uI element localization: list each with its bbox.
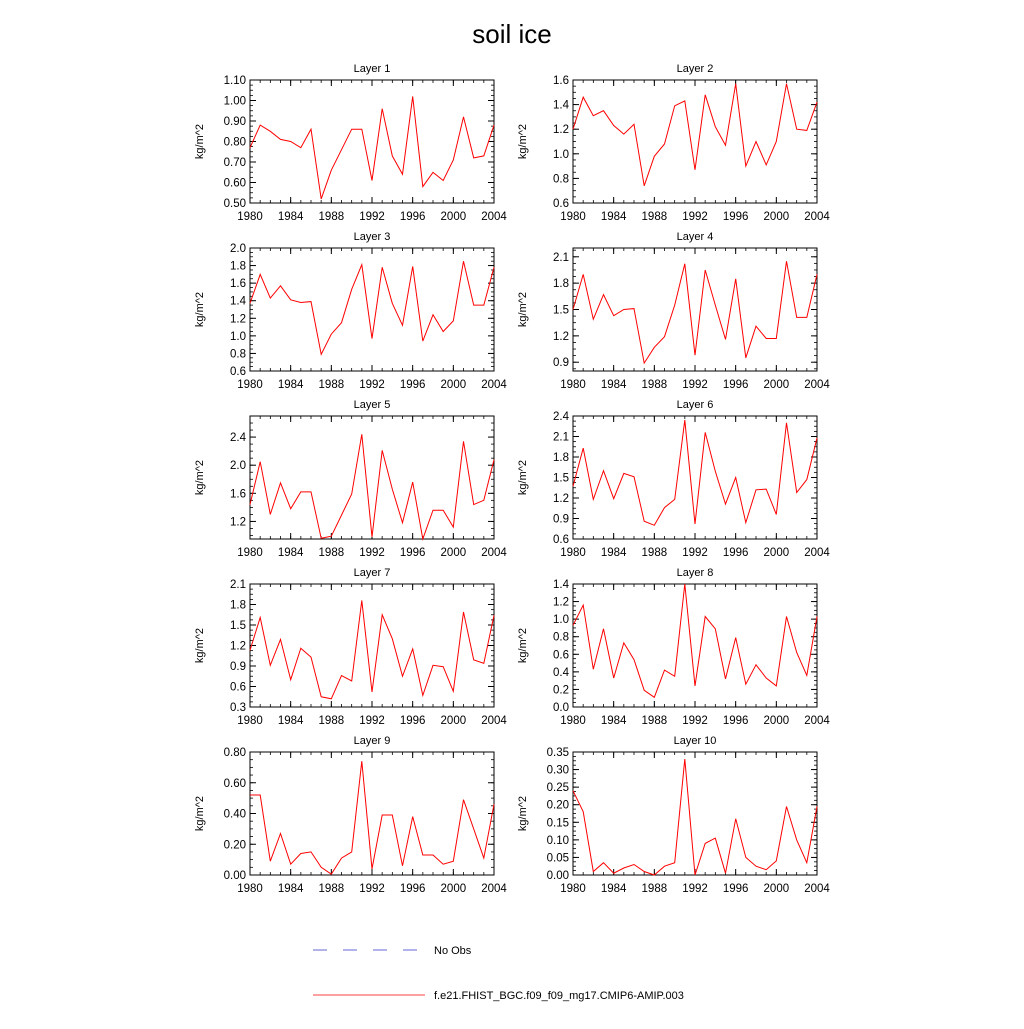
panel-layer-4: [517, 231, 830, 391]
x-tick-label: 1992: [359, 379, 385, 391]
y-tick-label: 1.0: [230, 330, 246, 343]
panel-title: Layer 8: [676, 567, 714, 579]
x-tick-label: 2000: [763, 547, 790, 559]
x-tick-label: 1980: [237, 715, 263, 727]
x-tick-label: 1988: [318, 379, 345, 391]
y-tick-label: 0.9: [553, 513, 569, 526]
series-line: [250, 434, 494, 539]
panel-title: Layer 3: [353, 231, 391, 243]
y-tick-label: 2.1: [230, 579, 246, 591]
y-tick-label: 2.4: [553, 411, 569, 423]
x-tick-label: 1980: [237, 379, 263, 391]
x-tick-label: 1980: [560, 211, 586, 223]
y-tick-label: 1.4: [553, 579, 569, 591]
legend-label-model-run: f.e21.FHIST_BGC.f09_f09_mg17.CMIP6-AMIP.003: [434, 990, 684, 1002]
x-tick-label: 1992: [682, 379, 708, 391]
y-tick-label: 2.0: [230, 243, 246, 255]
x-tick-label: 1992: [682, 547, 708, 559]
x-tick-label: 1988: [641, 547, 668, 559]
panel-layer-9: [194, 735, 507, 895]
y-tick-label: 0.30: [546, 764, 569, 777]
x-tick-label: 1984: [277, 379, 304, 391]
figure-title: soil ice: [472, 19, 552, 49]
legend-label-no-obs: No Obs: [434, 945, 472, 957]
y-tick-label: 0.6: [230, 681, 246, 694]
y-tick-label: 0.70: [223, 157, 246, 169]
panel-layer-3: [194, 231, 507, 391]
x-tick-label: 2000: [763, 379, 790, 391]
x-tick-label: 1992: [359, 715, 385, 727]
panel-title: Layer 9: [353, 735, 391, 747]
x-tick-label: 2004: [804, 715, 830, 727]
series-line: [573, 84, 817, 186]
y-tick-label: 0.50: [223, 198, 246, 210]
series-line: [573, 261, 817, 363]
x-tick-label: 1988: [641, 211, 668, 223]
panel-title: Layer 7: [353, 567, 391, 579]
x-tick-label: 2000: [763, 211, 790, 223]
panel-layer-5: [194, 399, 507, 559]
x-tick-label: 1984: [600, 379, 627, 391]
y-tick-label: 0.3: [230, 702, 246, 714]
x-tick-label: 1988: [318, 883, 345, 895]
y-tick-label: 0.60: [223, 177, 246, 190]
x-tick-label: 2000: [440, 211, 467, 223]
x-tick-label: 2000: [440, 883, 467, 895]
x-tick-label: 1980: [237, 211, 263, 223]
y-axis-label: kg/m^2: [517, 123, 529, 160]
x-tick-label: 1980: [237, 883, 263, 895]
y-tick-label: 1.4: [230, 295, 246, 308]
panel-title: Layer 5: [353, 399, 391, 411]
legend: [313, 945, 684, 1002]
y-axis-label: kg/m^2: [194, 627, 206, 664]
y-tick-label: 0.05: [546, 852, 569, 865]
y-tick-label: 1.8: [553, 278, 569, 291]
series-line: [250, 761, 494, 874]
series-line: [250, 600, 494, 698]
x-tick-label: 2004: [481, 379, 507, 391]
y-tick-label: 0.8: [230, 348, 246, 361]
y-tick-label: 1.8: [230, 260, 246, 273]
plot-frame: [250, 416, 494, 539]
y-tick-label: 0.80: [223, 747, 246, 759]
series-line: [573, 759, 817, 875]
x-tick-label: 2004: [481, 211, 507, 223]
y-axis-label: kg/m^2: [517, 627, 529, 664]
panel-title: Layer 10: [673, 735, 717, 747]
x-tick-label: 2000: [440, 379, 467, 391]
x-tick-label: 2004: [804, 883, 830, 895]
y-tick-label: 0.15: [546, 817, 569, 830]
x-tick-label: 1992: [682, 211, 708, 223]
x-tick-label: 1988: [318, 715, 345, 727]
x-tick-label: 1984: [600, 883, 627, 895]
y-tick-label: 0.20: [546, 799, 569, 812]
series-line: [573, 584, 817, 697]
y-tick-label: 0.6: [553, 534, 569, 546]
x-tick-label: 1980: [237, 547, 263, 559]
panel-layer-1: [194, 63, 507, 223]
x-tick-label: 1980: [560, 883, 586, 895]
x-tick-label: 2004: [481, 883, 507, 895]
y-tick-label: 1.2: [230, 313, 246, 326]
y-axis-label: kg/m^2: [194, 123, 206, 160]
y-tick-label: 1.5: [230, 620, 246, 632]
x-tick-label: 1984: [277, 211, 304, 223]
plot-frame: [250, 248, 494, 371]
y-tick-label: 0.40: [223, 808, 246, 821]
x-tick-label: 1996: [399, 379, 426, 391]
x-tick-label: 1980: [560, 547, 586, 559]
x-tick-label: 1996: [399, 883, 426, 895]
x-tick-label: 1988: [318, 547, 345, 559]
y-tick-label: 1.5: [553, 304, 569, 317]
y-axis-label: kg/m^2: [517, 291, 529, 328]
panel-layer-10: [517, 735, 830, 895]
panel-title: Layer 2: [676, 63, 714, 75]
y-tick-label: 1.2: [553, 596, 569, 609]
y-tick-label: 0.80: [223, 136, 246, 149]
y-tick-label: 2.4: [230, 432, 246, 445]
y-tick-label: 0.9: [553, 357, 569, 370]
y-tick-label: 1.6: [230, 278, 246, 291]
y-tick-label: 1.10: [223, 75, 246, 87]
y-tick-label: 0.20: [223, 839, 246, 852]
panel-layer-7: [194, 567, 507, 727]
x-tick-label: 1984: [277, 883, 304, 895]
x-tick-label: 2000: [763, 883, 790, 895]
y-tick-label: 1.2: [553, 124, 569, 137]
y-tick-label: 0.2: [553, 684, 569, 697]
y-tick-label: 0.90: [223, 116, 246, 128]
x-tick-label: 2004: [481, 715, 507, 727]
plot-frame: [573, 80, 817, 203]
x-tick-label: 2004: [481, 547, 507, 559]
x-tick-label: 1984: [600, 547, 627, 559]
y-tick-label: 0.8: [553, 631, 569, 644]
plot-frame: [573, 752, 817, 875]
y-tick-label: 1.00: [223, 95, 246, 108]
y-tick-label: 1.8: [553, 452, 569, 464]
y-tick-label: 0.00: [223, 870, 246, 882]
y-axis-label: kg/m^2: [517, 795, 529, 832]
x-tick-label: 1988: [318, 211, 345, 223]
x-tick-label: 2004: [804, 547, 830, 559]
y-tick-label: 0.35: [546, 747, 569, 759]
x-tick-label: 1996: [399, 547, 426, 559]
x-tick-label: 1996: [722, 883, 749, 895]
y-tick-label: 1.4: [553, 99, 569, 112]
x-tick-label: 1996: [722, 211, 749, 223]
x-tick-label: 2000: [763, 715, 790, 727]
x-tick-label: 1984: [277, 715, 304, 727]
y-tick-label: 0.60: [223, 777, 246, 790]
y-tick-label: 1.2: [230, 640, 246, 653]
y-axis-label: kg/m^2: [194, 291, 206, 328]
x-tick-label: 1996: [399, 211, 426, 223]
y-tick-label: 0.6: [230, 366, 246, 378]
y-tick-label: 1.0: [553, 148, 569, 161]
panel-layer-2: [517, 63, 830, 223]
x-tick-label: 2000: [440, 715, 467, 727]
y-tick-label: 0.25: [546, 782, 569, 795]
x-tick-label: 1996: [722, 715, 749, 727]
x-tick-label: 1980: [560, 379, 586, 391]
y-tick-label: 0.0: [553, 702, 569, 714]
x-tick-label: 1984: [277, 547, 304, 559]
y-tick-label: 0.4: [553, 666, 569, 679]
x-tick-label: 1992: [682, 883, 708, 895]
y-tick-label: 2.1: [553, 251, 569, 264]
y-tick-label: 1.6: [553, 75, 569, 87]
y-tick-label: 0.10: [546, 834, 569, 847]
panel-title: Layer 4: [676, 231, 714, 243]
y-tick-label: 1.0: [553, 614, 569, 627]
y-tick-label: 1.2: [553, 493, 569, 505]
series-line: [573, 420, 817, 525]
x-tick-label: 2000: [440, 547, 467, 559]
x-tick-label: 2004: [804, 211, 830, 223]
panel-title: Layer 1: [353, 63, 391, 75]
y-axis-label: kg/m^2: [194, 459, 206, 496]
y-axis-label: kg/m^2: [517, 459, 529, 496]
y-tick-label: 0.9: [230, 661, 246, 673]
y-tick-label: 1.2: [230, 516, 246, 529]
y-tick-label: 1.5: [553, 472, 569, 485]
y-tick-label: 0.8: [553, 173, 569, 186]
y-tick-label: 1.6: [230, 488, 246, 501]
x-tick-label: 2004: [804, 379, 830, 391]
panel-title: Layer 6: [676, 399, 714, 411]
y-tick-label: 2.0: [230, 460, 246, 473]
y-tick-label: 1.8: [230, 599, 246, 612]
x-tick-label: 1980: [560, 715, 586, 727]
x-tick-label: 1992: [359, 547, 385, 559]
x-tick-label: 1996: [722, 547, 749, 559]
y-tick-label: 0.6: [553, 649, 569, 662]
x-tick-label: 1992: [682, 715, 708, 727]
panel-layer-8: [517, 567, 830, 727]
y-tick-label: 2.1: [553, 431, 569, 444]
series-line: [250, 96, 494, 198]
y-tick-label: 0.00: [546, 870, 569, 882]
panel-layer-6: [517, 399, 830, 559]
x-tick-label: 1992: [359, 211, 385, 223]
x-tick-label: 1996: [399, 715, 426, 727]
panel-grid: [194, 63, 830, 895]
series-line: [250, 261, 494, 354]
plot-frame: [573, 584, 817, 707]
x-tick-label: 1984: [600, 211, 627, 223]
x-tick-label: 1988: [641, 883, 668, 895]
y-axis-label: kg/m^2: [194, 795, 206, 832]
y-tick-label: 1.2: [553, 330, 569, 343]
x-tick-label: 1988: [641, 715, 668, 727]
y-tick-label: 0.6: [553, 198, 569, 210]
plot-frame: [250, 752, 494, 875]
x-tick-label: 1996: [722, 379, 749, 391]
x-tick-label: 1988: [641, 379, 668, 391]
x-tick-label: 1992: [359, 883, 385, 895]
x-tick-label: 1984: [600, 715, 627, 727]
